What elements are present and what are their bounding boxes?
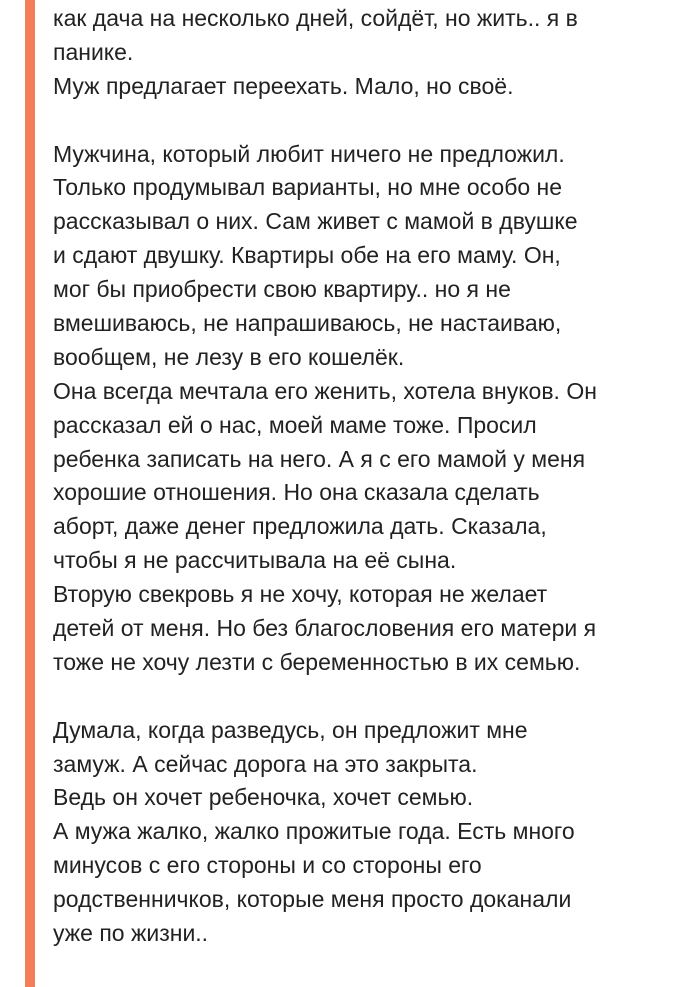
- text-line: рассказывал о них. Сам живет с мамой в двушке: [53, 208, 578, 235]
- text-line: чтобы я не рассчитывала на её сына.: [53, 547, 457, 574]
- text-line: рассказал ей о нас, моей маме тоже. Просил: [53, 411, 537, 438]
- paragraph-gap: [53, 104, 693, 138]
- text-line: Ведь он хочет ребеночка, хочет семью.: [53, 784, 474, 811]
- text-line: мог бы приобрести свою квартиру.. но я не: [53, 276, 511, 303]
- text-line: Она всегда мечтала его женить, хотела внуков. Он: [53, 377, 597, 404]
- quote-text-block: [53, 2, 693, 951]
- text-line: детей от меня. Но без благословения его матери я: [53, 615, 597, 642]
- text-line: родственничков, которые меня просто доканали: [53, 886, 572, 913]
- text-line: хорошие отношения. Но она сказала сделать: [53, 479, 540, 506]
- text-line: вмешиваюсь, не напрашиваюсь, не настаиваю,: [53, 310, 562, 337]
- text-line: минусов с его стороны и со стороны его: [53, 852, 482, 879]
- text-line: тоже не хочу лезти с беременностью в их семью.: [53, 648, 581, 675]
- text-line: Мужчина, который любит ничего не предложил.: [53, 140, 565, 167]
- text-line: как дача на несколько дней, сойдёт, но жить.. я в: [53, 5, 578, 31]
- text-line: аборт, даже денег предложила дать. Сказала,: [53, 513, 547, 540]
- text-line: вообщем, не лезу в его кошелёк.: [53, 343, 405, 370]
- text-line: Только продумывал варианты, но мне особо не: [53, 174, 563, 201]
- text-line: ребенка записать на него. А я с его мамой у меня: [53, 445, 586, 472]
- paragraph-gap: [53, 680, 693, 714]
- text-line: замуж. А сейчас дорога на это закрыта.: [53, 750, 478, 777]
- text-line: Вторую свекровь я не хочу, которая не желает: [53, 581, 548, 608]
- text-line: панике.: [53, 38, 134, 65]
- text-line: уже по жизни..: [53, 920, 209, 947]
- text-line: Думала, когда разведусь, он предложит мне: [53, 716, 528, 743]
- text-line: и сдают двушку. Квартиры обе на его маму. Он,: [53, 242, 561, 269]
- text-line: А мужа жалко, жалко прожитые года. Есть много: [53, 818, 575, 845]
- text-line: Муж предлагает переехать. Мало, но своё.: [53, 72, 514, 99]
- quote-accent-bar: [25, 0, 35, 987]
